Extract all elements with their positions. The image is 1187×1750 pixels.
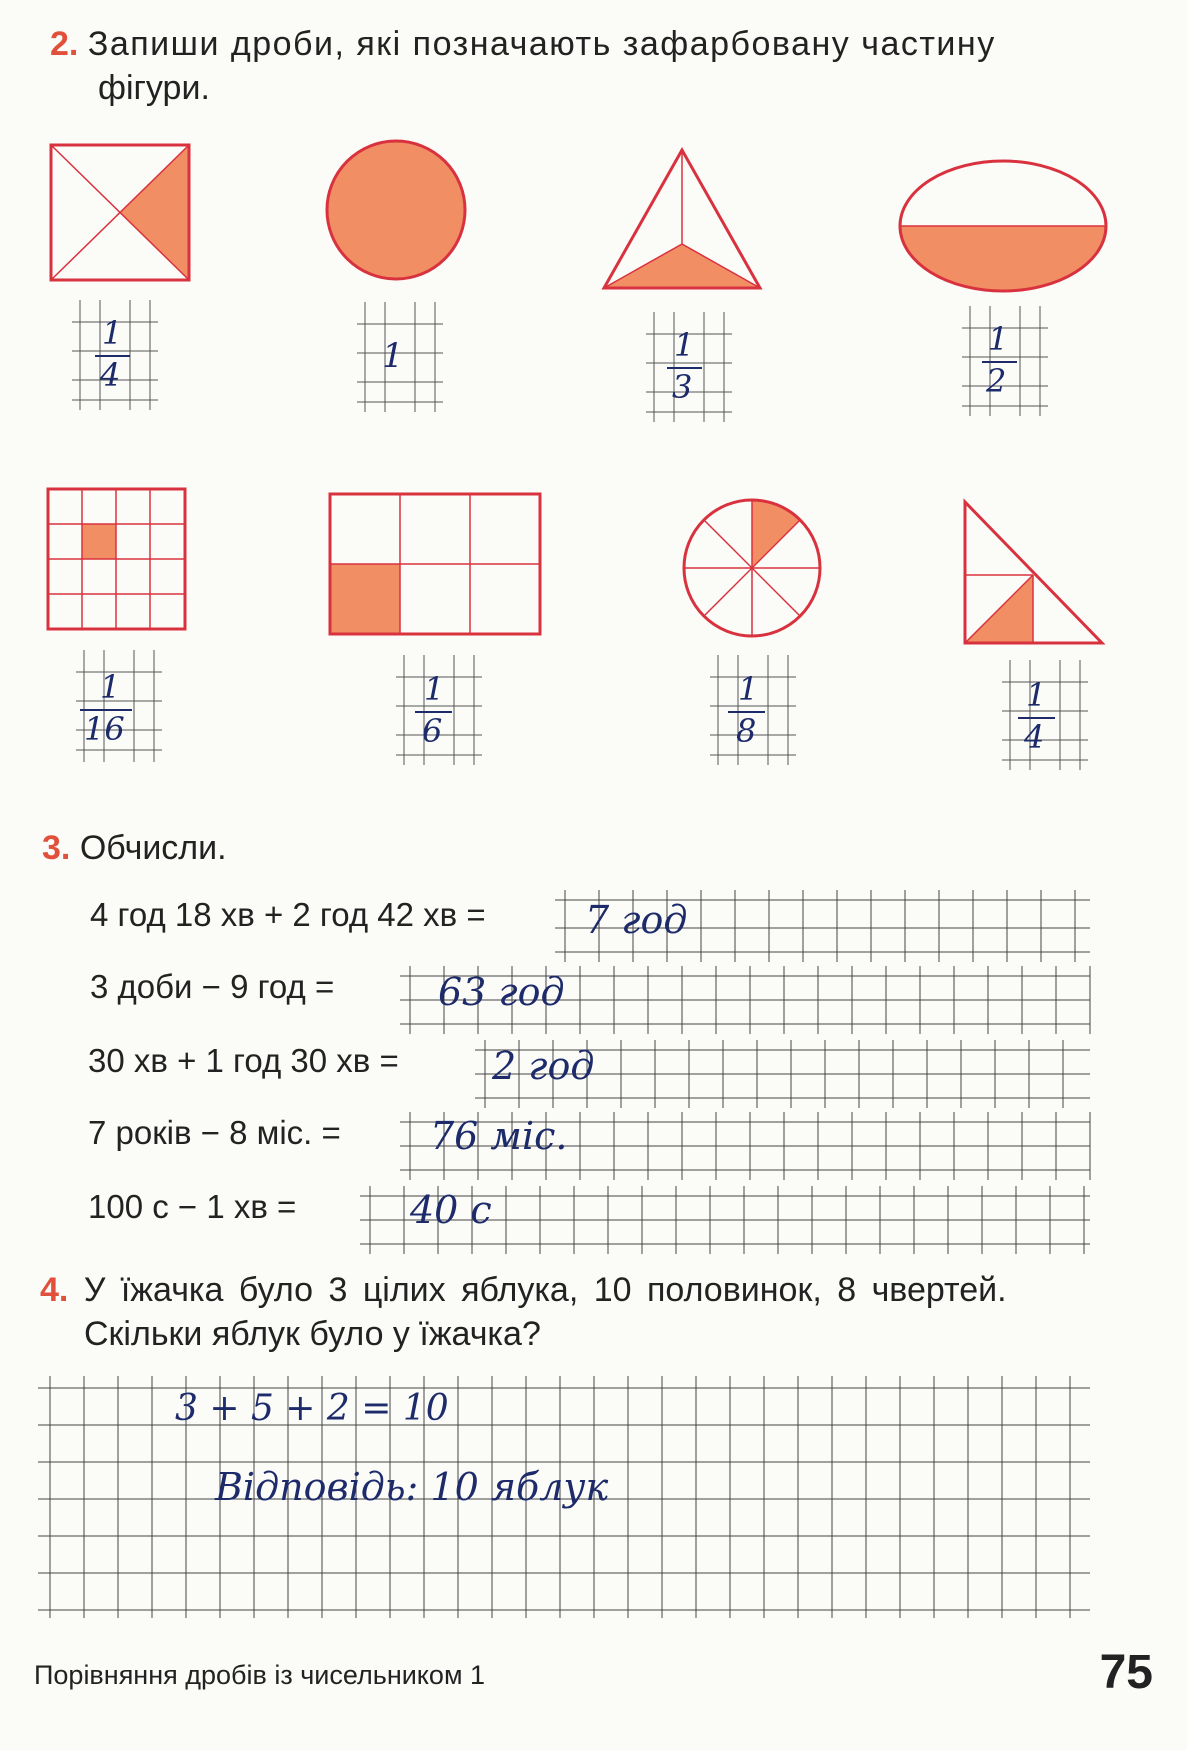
task3-answer-3: 2 год (492, 1044, 595, 1088)
figure-grid-16 (48, 489, 185, 629)
fraction-3-den: 3 (672, 368, 693, 406)
task3-expr-1: 4 год 18 хв + 2 год 42 хв = (90, 896, 486, 933)
task3-label: Обчисли. (79, 829, 227, 867)
fraction-5-num: 1 (100, 668, 121, 706)
figure-circle (327, 141, 465, 279)
task3-expr-3: 30 хв + 1 год 30 хв = (88, 1042, 399, 1079)
task2-line1: Запиши дроби, які позначають зафарбовану частину (87, 25, 996, 63)
fraction-8-num: 1 (1026, 676, 1047, 714)
task4-line1: У їжачка було 3 цілих яблука, 10 половинок, 8 чвертей. (83, 1271, 1007, 1309)
figure-circle-eighths (684, 500, 820, 636)
task3-number: 3. (42, 829, 71, 867)
figure-rect-sixths (330, 494, 540, 634)
task3-expr-4: 7 років − 8 міс. = (88, 1114, 341, 1151)
task4-work: 3 + 5 + 2 = 10 (175, 1388, 449, 1429)
task3-answer-1: 7 год (585, 898, 688, 942)
task2-number: 2. (50, 25, 79, 63)
task4-number: 4. (40, 1271, 69, 1309)
figure-square-diagonals (51, 145, 189, 280)
fraction-3-num: 1 (674, 326, 695, 364)
fraction-1-num: 1 (102, 314, 123, 352)
figure-ellipse-half (900, 161, 1106, 291)
task3-expr-5: 100 с − 1 хв = (88, 1188, 297, 1225)
figure-triangle-quarters (965, 502, 1102, 643)
task4-line2: Скільки яблук було у їжачка? (84, 1315, 541, 1353)
fraction-8-den: 4 (1024, 718, 1045, 756)
fraction-5-den: 16 (84, 710, 125, 748)
figure-triangle-thirds (604, 150, 760, 288)
page-number: 75 (1099, 1646, 1153, 1699)
task2-text-line2: фігури. (98, 69, 210, 107)
task3-expr-2: 3 доби − 9 год = (90, 968, 335, 1005)
fraction-6-den: 6 (422, 712, 443, 750)
task4-text (40, 1268, 1007, 1312)
fraction-6-num: 1 (424, 670, 445, 708)
task3-answer-4: 76 міс. (430, 1114, 568, 1158)
task2-figures (0, 0, 1187, 780)
fraction-7-den: 8 (736, 712, 757, 750)
fraction-4-den: 2 (986, 362, 1007, 400)
footer-title: Порівняння дробів із чисельником 1 (34, 1660, 486, 1690)
fraction-1-den: 4 (100, 356, 121, 394)
fraction-2-num: 1 (382, 336, 404, 376)
task4-answer: Відповідь: 10 яблук (215, 1465, 609, 1509)
fraction-4-num: 1 (988, 320, 1009, 358)
fraction-7-num: 1 (738, 670, 759, 708)
task3-answer-5: 40 с (410, 1188, 492, 1232)
task3-answer-2: 63 год (438, 970, 565, 1014)
task3-text (42, 826, 227, 870)
